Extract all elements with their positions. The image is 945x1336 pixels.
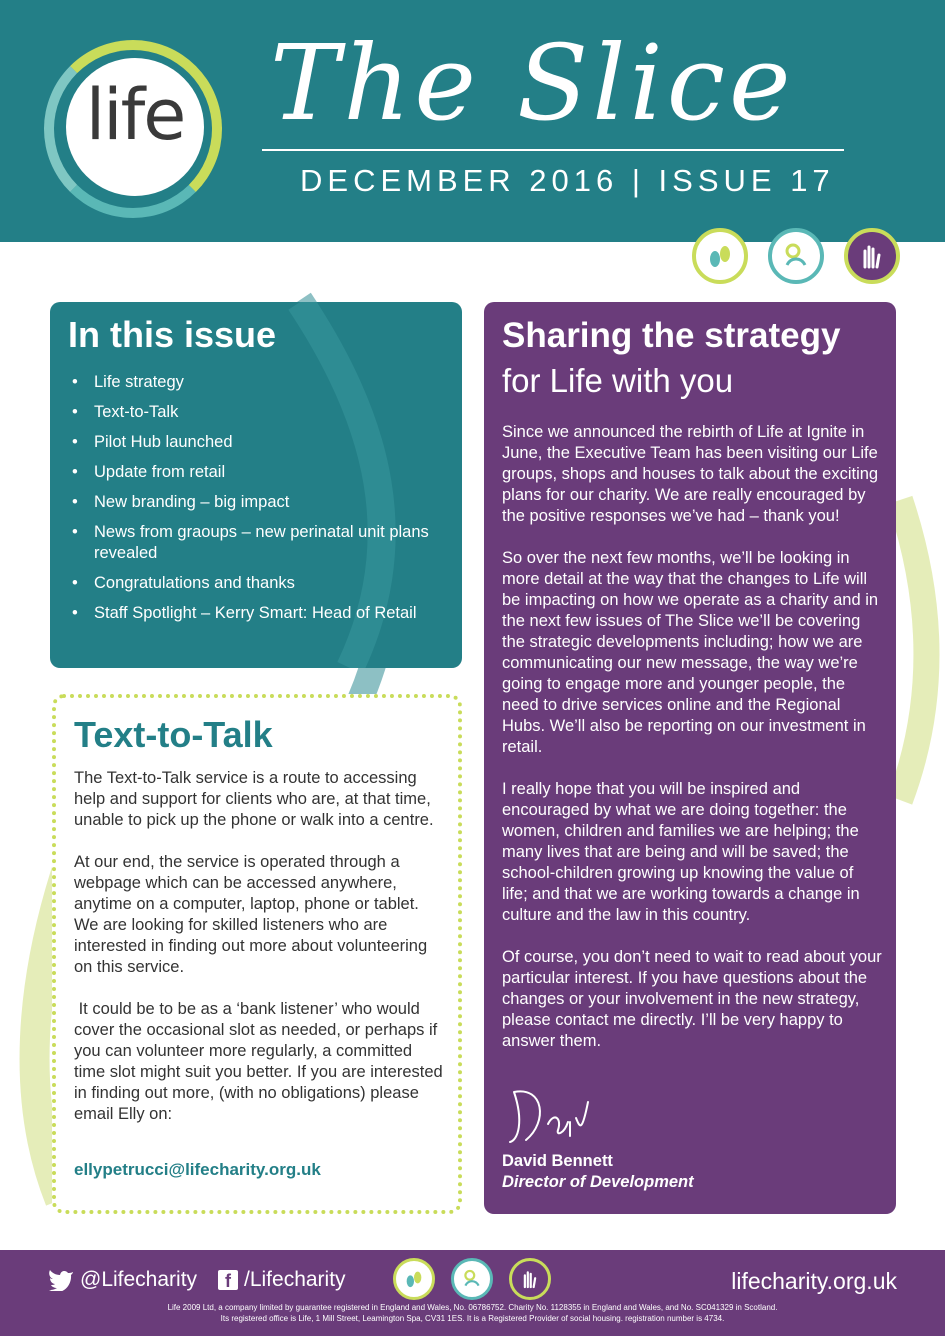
paragraph: The Text-to-Talk service is a route to accessing help and support for clients who are, at that time, unable to pick up the phone or walk into a centre. [74, 769, 434, 829]
facebook-handle: /Lifecharity [244, 1268, 346, 1291]
hands-icon [509, 1258, 551, 1300]
mother-child-icon [451, 1258, 493, 1300]
legal-notice [0, 1302, 945, 1324]
twitter-link[interactable] [48, 1268, 197, 1292]
facebook-icon: f [218, 1270, 238, 1290]
strategy-heading: Sharing the strategy [502, 316, 841, 355]
in-this-issue-heading: In this issue [68, 314, 277, 355]
title-divider [262, 149, 844, 151]
author-role: Director of Development [502, 1173, 694, 1191]
hands-icon [844, 228, 900, 284]
newsletter-title: The Slice [270, 22, 795, 144]
contents-item[interactable]: • Congratulations and thanks [72, 573, 452, 594]
contents-item[interactable]: • Pilot Hub launched [72, 432, 452, 453]
contents-item[interactable]: • Life strategy [72, 372, 452, 393]
paragraph: It could be to be as a ‘bank listener’ who would cover the occasional slot as needed, or perhaps if you can volunteer more regularly, a committed time slot might suit you better. If you are interested in finding out more, (with no obligations) please email Elly on: [74, 1000, 448, 1123]
in-this-issue-panel [50, 302, 462, 668]
contents-item[interactable]: • Update from retail [72, 462, 452, 483]
logo: life [85, 74, 185, 156]
text-to-talk-panel [52, 694, 462, 1214]
footer [0, 1250, 945, 1336]
paragraph: Of course, you don’t need to wait to read about your particular interest. If you have questions about the changes or your involvement in the new strategy, please contact me directly. I’ll be very happy to answer them. [502, 948, 882, 1050]
contact-email-link[interactable]: ellypetrucci@lifecharity.org.uk [74, 1160, 321, 1179]
paragraph: At our end, the service is operated through a webpage which can be accessed anywhere, anytime on a computer, laptop, phone or tablet. We are looking for skilled listeners who are interested in finding out more about volunteering on this service. [74, 853, 428, 976]
author-name: David Bennett [502, 1152, 613, 1170]
paragraph: Since we announced the rebirth of Life at Ignite in June, the Executive Team has been visiting our Life groups, shops and houses to talk about the exciting plans for our charity. We are really encouraged by the positive responses we’ve had – thank you! [502, 423, 879, 525]
legal-line: Its registered office is Life, 1 Mill Street, Leamington Spa, CV31 1ES. It is a Registered Provider of social housing. registration number is 4734. [220, 1314, 725, 1323]
contents-item[interactable]: • Staff Spotlight – Kerry Smart: Head of Retail [72, 603, 452, 624]
header-icons [692, 228, 900, 284]
strategy-subheading: for Life with you [502, 362, 734, 399]
strategy-panel [484, 302, 896, 1214]
legal-line: Life 2009 Ltd, a company limited by guarantee registered in England and Wales, No. 06786752. Charity No. 1128355 in England and Wales, and No. SC041329 in Scotland. [167, 1303, 778, 1312]
paragraph: I really hope that you will be inspired and encouraged by what we are doing together: the women, children and families we are helping; the many lives that are being and will be saved; the school-children growing up knowing the value of life; and that we are working towards a change in culture and the law in this country. [502, 780, 860, 924]
text-to-talk-heading: Text-to-Talk [74, 714, 273, 755]
baby-feet-icon [692, 228, 748, 284]
strategy-body [502, 422, 882, 1073]
footer-icons [393, 1258, 551, 1300]
baby-feet-icon [393, 1258, 435, 1300]
handwritten-signature [504, 1082, 604, 1148]
facebook-link[interactable] [218, 1268, 346, 1292]
mother-child-icon [768, 228, 824, 284]
issue-date: DECEMBER 2016 | ISSUE 17 [300, 163, 835, 198]
contents-list [72, 372, 452, 633]
paragraph: So over the next few months, we’ll be looking in more detail at the way that the changes to Life will be impacting on how we operate as a charity and in the next few issues of The Slice we’ll be covering the strategic developments including; how we are communicating our new message, the way we’re going to engage more and younger people, the need to drive services online and the Regional Hubs. We’ll also be reporting on our investment in retail. [502, 549, 879, 756]
contents-item[interactable]: • News from graoups – new perinatal unit plans revealed [72, 522, 452, 564]
twitter-handle: @Lifecharity [80, 1268, 198, 1291]
website-link[interactable]: lifecharity.org.uk [731, 1268, 897, 1294]
contents-item[interactable]: • New branding – big impact [72, 492, 452, 513]
twitter-icon [48, 1269, 74, 1291]
text-to-talk-body [74, 768, 448, 1146]
contents-item[interactable]: • Text-to-Talk [72, 402, 452, 423]
